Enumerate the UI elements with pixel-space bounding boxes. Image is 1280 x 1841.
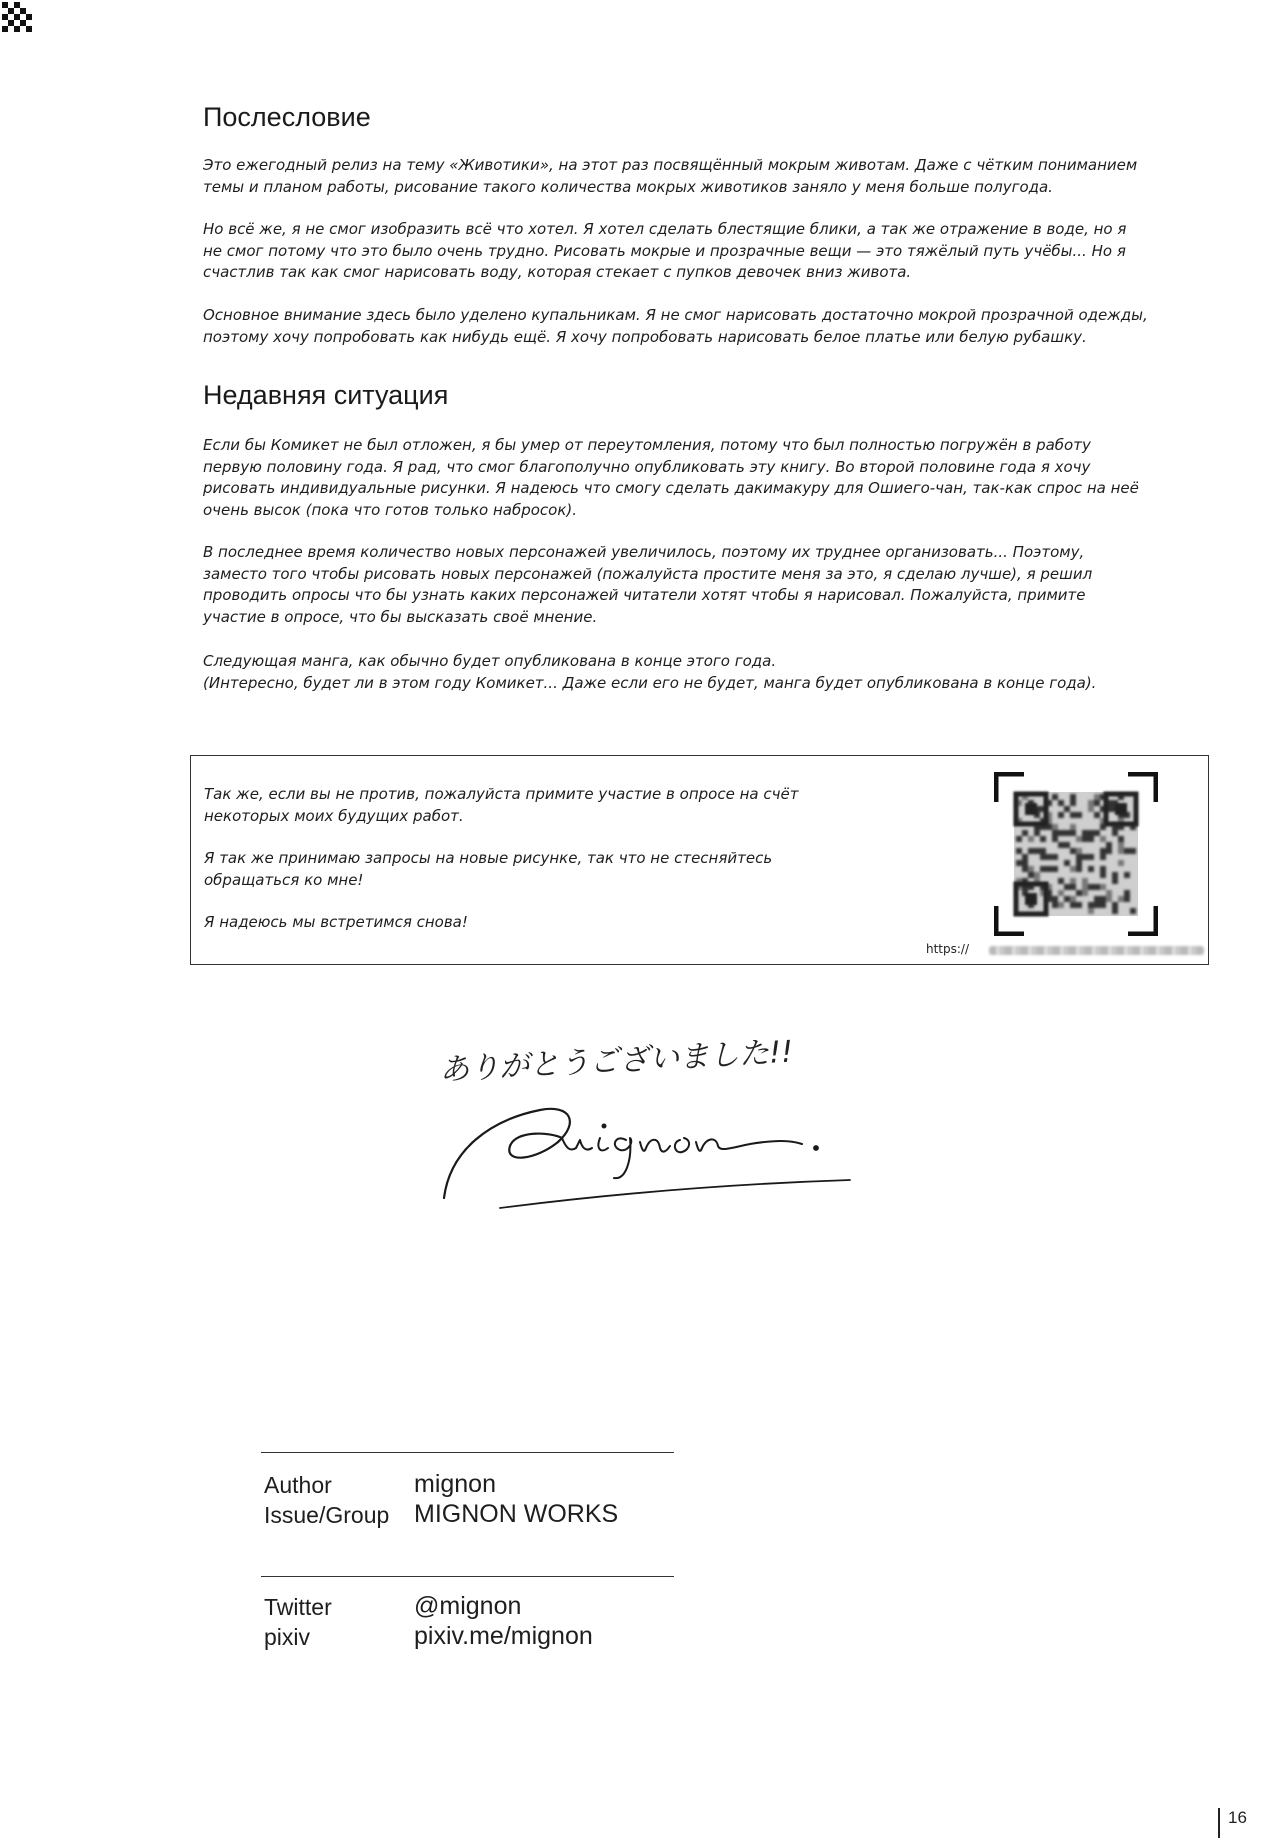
see-you-again-line: Я надеюсь мы встретимся снова! [204,913,468,931]
recent-paragraph-1: Если бы Комикет не был отложен, я бы умер от переутомления, потому что был полностью погружён в работу первую половину года. Я рад, что смог благополучно опубликовать эту книгу. Во второй половине года я хочу рисовать индивидуальные рисунки. Я надеюсь что смогу сделать дакимакуру для Ошиего-чан, так-как спрос на неё очень высок (пока что готов только набросок). [203,436,1139,519]
afterword-paragraph-2: Но всё же, я не смог изобразить всё что хотел. Я хотел сделать блестящие блики, а так же отражение в воде, но я не смог потому что это было очень трудно. Рисовать мокрые и прозрачные вещи — это тяжёлый путь учёбы... Но я счастлив так как смог нарисовать воду, которая стекает с пупков девочек вниз живота. [203,220,1127,281]
credits-middle-divider [261,1576,674,1577]
page-number-mark [1218,1808,1220,1838]
author-label: Author [264,1472,332,1498]
recent-situation-heading: Недавняя ситуация [203,380,449,410]
twitter-label: Twitter [264,1594,332,1620]
author-value: mignon [414,1470,496,1498]
twitter-value[interactable]: @mignon [414,1592,522,1620]
checker-mark-icon [2,2,32,32]
survey-paragraph-1: Так же, если вы не против, пожалуйста примите участие в опросе на счёт некоторых моих будущих работ. [204,785,799,825]
afterword-paragraph-1: Это ежегодный релиз на тему «Животики», на этот раз посвящённый мокрым животам. Даже с чётким пониманием темы и планом работы, рисование такого количества мокрых животиков заняло у меня больше полугода. [203,156,1138,196]
recent-paragraph-2: В последнее время количество новых персонажей увеличилось, поэтому их труднее организовать... Поэтому, заместо того чтобы рисовать новых персонажей (пожалуйста простите меня за это, я сделаю лучше), я решил проводить опросы что бы узнать каких персонажей читатели хотят чтобы я нарисовал. Пожалуйста, примите участие в опросе, что бы высказать своё мнение. [203,543,1093,626]
survey-url-blurred [989,946,1204,955]
requests-paragraph: Я так же принимаю запросы на новые рисунке, так что не стесняйтесь обращаться ко мне! [204,849,773,889]
credits-top-divider [261,1452,674,1453]
recent-paragraph-3: Следующая манга, как обычно будет опубликована в конце этого года. (Интересно, будет ли в этом году Комикет... Даже если его не будет, манга будет опубликована в конце года). [203,652,1097,692]
page-number: 16 [1228,1808,1247,1827]
qr-code-icon[interactable] [994,772,1158,936]
handwritten-signature [430,1030,950,1230]
pixiv-value[interactable]: pixiv.me/mignon [414,1622,593,1650]
survey-url-prefix[interactable]: https:// [926,942,970,956]
pixiv-label: pixiv [264,1624,311,1650]
afterword-paragraph-3: Основное внимание здесь было уделено купальникам. Я не смог нарисовать достаточно мокрой прозрачной одежды, поэтому хочу попробовать как нибудь ещё. Я хочу попробовать нарисовать белое платье или белую рубашку. [203,306,1148,346]
thanks-message: ありがとうございました!! [438,1034,794,1088]
group-label: Issue/Group [264,1502,390,1528]
survey-info-box [190,755,1209,965]
afterword-heading: Послесловие [203,102,371,132]
group-value: MIGNON WORKS [414,1500,619,1528]
